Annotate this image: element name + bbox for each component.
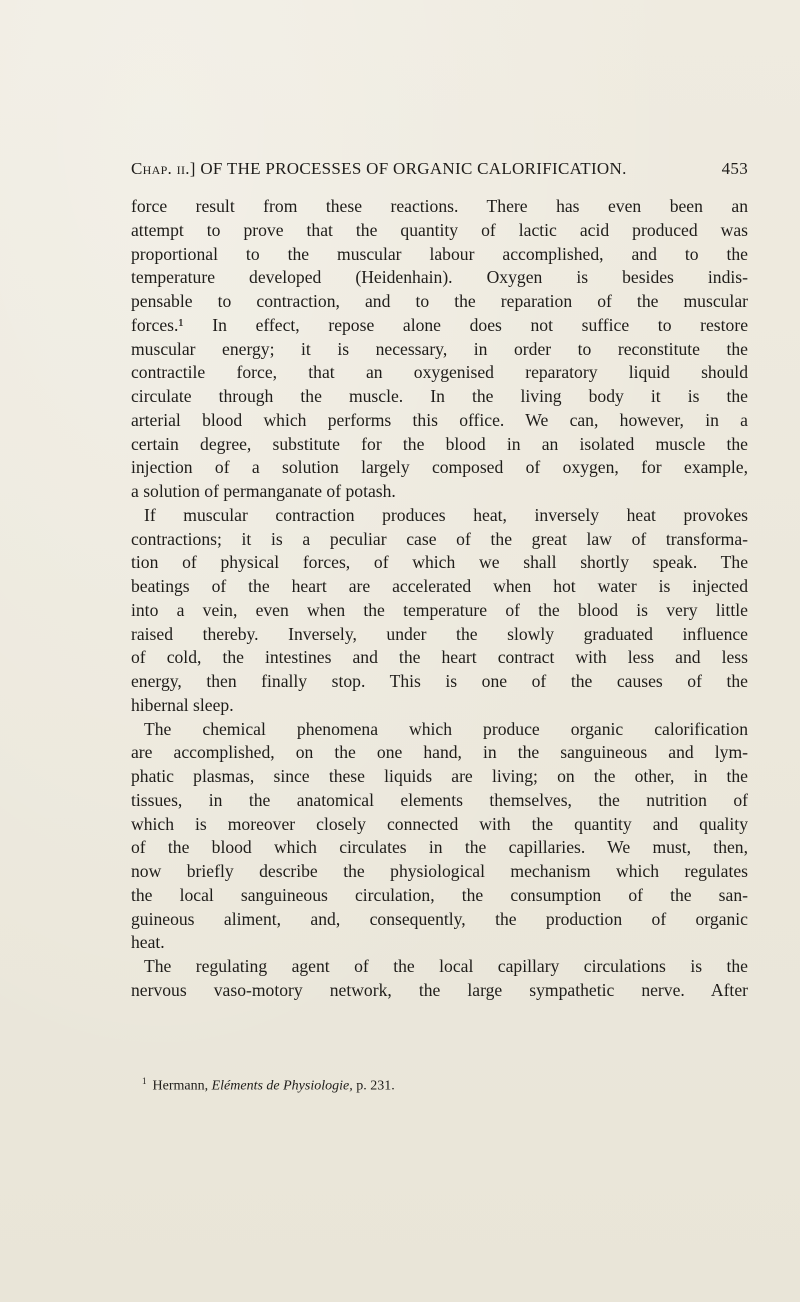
running-header bbox=[131, 159, 748, 183]
text-line: pensable to contraction, and to the reparation of the muscular bbox=[131, 291, 748, 311]
text-line: of the blood which circulates in the capillaries. We must, then, bbox=[131, 837, 748, 858]
text-line: into a vein, even when the temperature of the blood is very little bbox=[131, 599, 748, 620]
text-line: forces.¹ In effect, repose alone does not suffice to restore bbox=[131, 314, 748, 335]
text-line: muscular energy; it is necessary, in order to reconstitute the bbox=[131, 338, 748, 359]
footnote-page: p. 231. bbox=[356, 1078, 395, 1094]
text-line: certain degree, substitute for the blood in an isolated muscle the bbox=[131, 433, 748, 454]
text-line: raised thereby. Inversely, under the slowly graduated influence bbox=[131, 623, 748, 644]
body-text bbox=[131, 195, 748, 1003]
text-line: attempt to prove that the quantity of lactic acid produced was bbox=[131, 219, 748, 240]
text-line: the local sanguineous circulation, the consumption of the san- bbox=[131, 884, 748, 905]
paragraph-start: If muscular contraction produces heat, inversely heat provokes bbox=[144, 504, 748, 525]
text-line: proportional to the muscular labour accomplished, and to the bbox=[131, 243, 748, 264]
footnote-marker: 1 bbox=[142, 1076, 147, 1086]
page-number: 453 bbox=[721, 159, 748, 178]
text-line: a solution of permanganate of potash. bbox=[131, 481, 396, 501]
text-line: arterial blood which performs this office. We can, however, in a bbox=[131, 409, 748, 430]
text-line: tissues, in the anatomical elements themselves, the nutrition of bbox=[131, 789, 748, 810]
text-line: are accomplished, on the one hand, in the sanguineous and lym- bbox=[131, 742, 748, 763]
text-line: heat. bbox=[131, 932, 165, 953]
paragraph-start: The regulating agent of the local capillary circulations is the bbox=[144, 956, 748, 976]
chapter-label: Chap. ii.] bbox=[131, 159, 196, 178]
text-line: injection of a solution largely composed of oxygen, for example, bbox=[131, 457, 748, 478]
text-line: force result from these reactions. There has even been an bbox=[131, 196, 748, 216]
text-line: circulate through the muscle. In the living body it is the bbox=[131, 386, 748, 406]
footnote bbox=[142, 1076, 395, 1095]
paragraph-start: The chemical phenomena which produce organic calorification bbox=[144, 718, 748, 739]
text-line: tion of physical forces, of which we shall shortly speak. The bbox=[131, 552, 748, 573]
text-line: now briefly describe the physiological mechanism which regulates bbox=[131, 861, 748, 881]
text-line: beatings of the heart are accelerated when hot water is injected bbox=[131, 576, 748, 596]
text-line: energy, then finally stop. This is one of the causes of the bbox=[131, 671, 748, 691]
text-line: of cold, the intestines and the heart contract with less and less bbox=[131, 647, 748, 668]
text-line: phatic plasmas, since these liquids are living; on the other, in the bbox=[131, 766, 748, 786]
text-line: contractions; it is a peculiar case of the great law of transforma- bbox=[131, 528, 748, 549]
text-line: guineous aliment, and, consequently, the production of organic bbox=[131, 908, 748, 929]
text-line: nervous vaso-motory network, the large sympathetic nerve. After bbox=[131, 979, 748, 1000]
text-line: which is moreover closely connected with the quantity and quality bbox=[131, 813, 748, 834]
header-title: OF THE PROCESSES OF ORGANIC CALORIFICATION. bbox=[200, 159, 627, 178]
footnote-work: Eléments de Physiologie, bbox=[211, 1078, 353, 1094]
text-line: hibernal sleep. bbox=[131, 694, 234, 715]
text-line: temperature developed (Heidenhain). Oxygen is besides indis- bbox=[131, 267, 748, 288]
text-line: contractile force, that an oxygenised reparatory liquid should bbox=[131, 362, 748, 383]
footnote-author: Hermann, bbox=[152, 1078, 209, 1094]
